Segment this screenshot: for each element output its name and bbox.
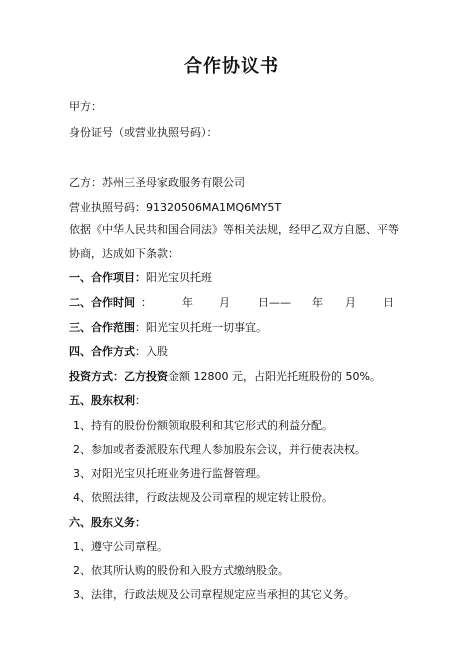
party-a-id-label: 身份证号（或营业执照号码）： — [69, 126, 218, 139]
start-year: 年 — [182, 296, 193, 309]
duties-item: 1、遵守公司章程。 — [73, 540, 168, 553]
end-month: 月 — [345, 296, 356, 309]
rights-item: 4、依照法律，行政法规及公司章程的规定转让股份。 — [73, 491, 333, 504]
rights-item: 3、对阳光宝贝托班业务进行监督管理。 — [73, 467, 267, 480]
clause-3-head: 三、合作范围 — [69, 321, 135, 334]
clause-2-colon: ： — [141, 296, 152, 309]
clause-1-head: 一、合作项目： — [69, 271, 146, 284]
clause-3 — [69, 321, 267, 335]
party-a-label: 甲方： — [69, 100, 102, 113]
party-b-label: 乙方：苏州三圣母家政服务有限公司 — [69, 176, 245, 189]
rights-item: 2、参加或者委派股东代理人参加股东会议，并行使表决权。 — [73, 443, 366, 456]
start-month: 月 — [219, 296, 230, 309]
start-day: 日—— — [258, 296, 291, 309]
intro-line-2: 协商，达成如下条款： — [69, 247, 179, 260]
clause-2-head: 二、合作时间 — [69, 296, 135, 309]
investment-head: 投资方式：乙方投资 — [69, 370, 168, 383]
clause-4-head: 四、合作方式 — [69, 345, 135, 358]
duties-item: 3、法律，行政法规及公司章程规定应当承担的其它义务。 — [73, 588, 355, 601]
clause-6-head: 六、股东义务： — [69, 516, 146, 529]
intro-line-1: 依据《中华人民共和国合同法》等相关法规，经甲乙双方自愿、平等 — [69, 223, 399, 236]
party-b-license: 营业执照号码：91320506MA1MQ6MY5T — [69, 201, 282, 214]
clause-5 — [69, 394, 146, 408]
clause-3-text: ：阳光宝贝托班一切事宜。 — [135, 321, 267, 334]
clause-1 — [69, 271, 212, 285]
end-year: 年 — [312, 296, 323, 309]
investment-text: 金额 12800 元，占阳光托班股份的 50%。 — [168, 370, 381, 383]
clause-1-text: 阳光宝贝托班 — [146, 271, 212, 284]
clause-4 — [69, 345, 168, 359]
clause-4-text: ：入股 — [135, 345, 168, 358]
document-title: 合作协议书 — [184, 56, 279, 77]
rights-item: 1、持有的股份份额领取股利和其它形式的利益分配。 — [73, 419, 333, 432]
end-day: 日 — [383, 296, 394, 309]
clause-5-colon: ： — [135, 394, 146, 407]
duties-item: 2、依其所认购的股份和入股方式缴纳股金。 — [73, 564, 289, 577]
investment-line — [69, 370, 381, 384]
clause-5-head: 五、股东权利 — [69, 394, 135, 407]
